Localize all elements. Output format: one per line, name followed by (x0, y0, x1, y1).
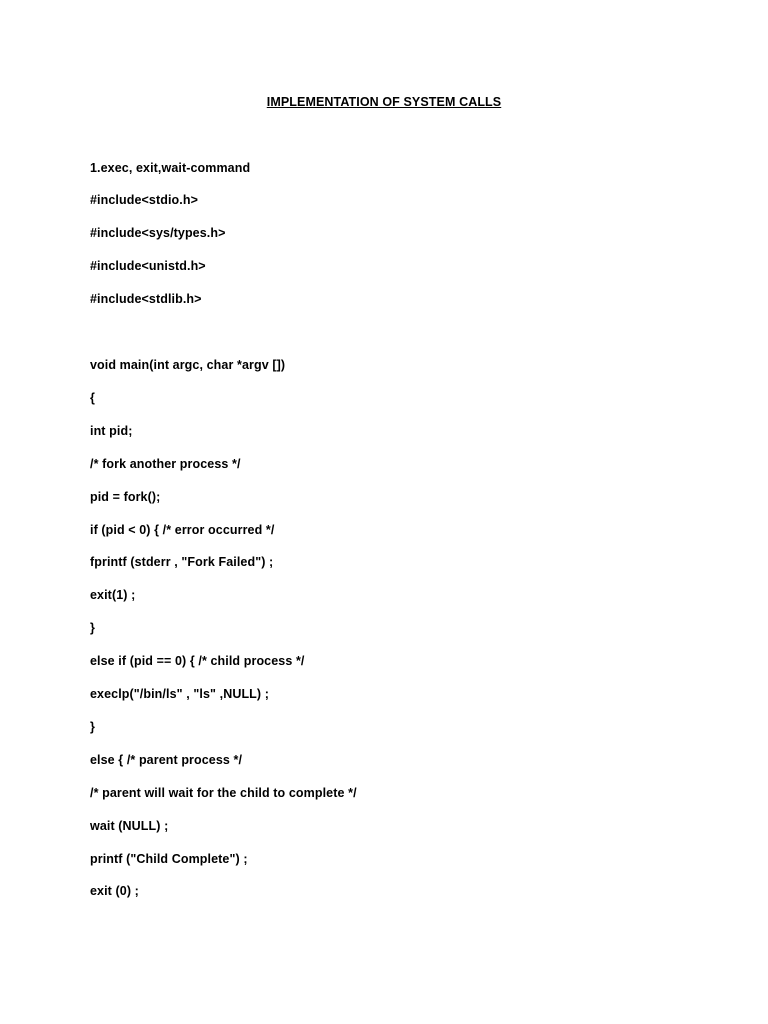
code-line: #include<stdlib.h> (90, 292, 202, 306)
code-line: else { /* parent process */ (90, 753, 243, 767)
code-line: printf ("Child Complete") ; (90, 852, 248, 866)
code-line: #include<stdio.h> (90, 193, 198, 207)
code-line: int pid; (90, 424, 133, 438)
code-line: exit (0) ; (90, 884, 139, 898)
code-line: #include<sys/types.h> (90, 226, 226, 240)
code-line: void main(int argc, char *argv []) (90, 358, 286, 372)
code-line: exit(1) ; (90, 588, 136, 602)
code-line: { (90, 391, 95, 405)
code-line: } (90, 621, 95, 635)
code-line: fprintf (stderr , "Fork Failed") ; (90, 555, 274, 569)
page-title: IMPLEMENTATION OF SYSTEM CALLS (266, 95, 502, 109)
code-line: /* parent will wait for the child to complete */ (90, 786, 357, 800)
code-line: /* fork another process */ (90, 457, 241, 471)
code-line: wait (NULL) ; (90, 819, 169, 833)
code-line: if (pid < 0) { /* error occurred */ (90, 523, 275, 537)
code-line: #include<unistd.h> (90, 259, 206, 273)
section-heading: 1.exec, exit,wait-command (90, 161, 251, 175)
code-line: else if (pid == 0) { /* child process */ (90, 654, 305, 668)
code-line: execlp("/bin/ls" , "ls" ,NULL) ; (90, 687, 270, 701)
code-line: pid = fork(); (90, 490, 161, 504)
code-line: } (90, 720, 95, 734)
